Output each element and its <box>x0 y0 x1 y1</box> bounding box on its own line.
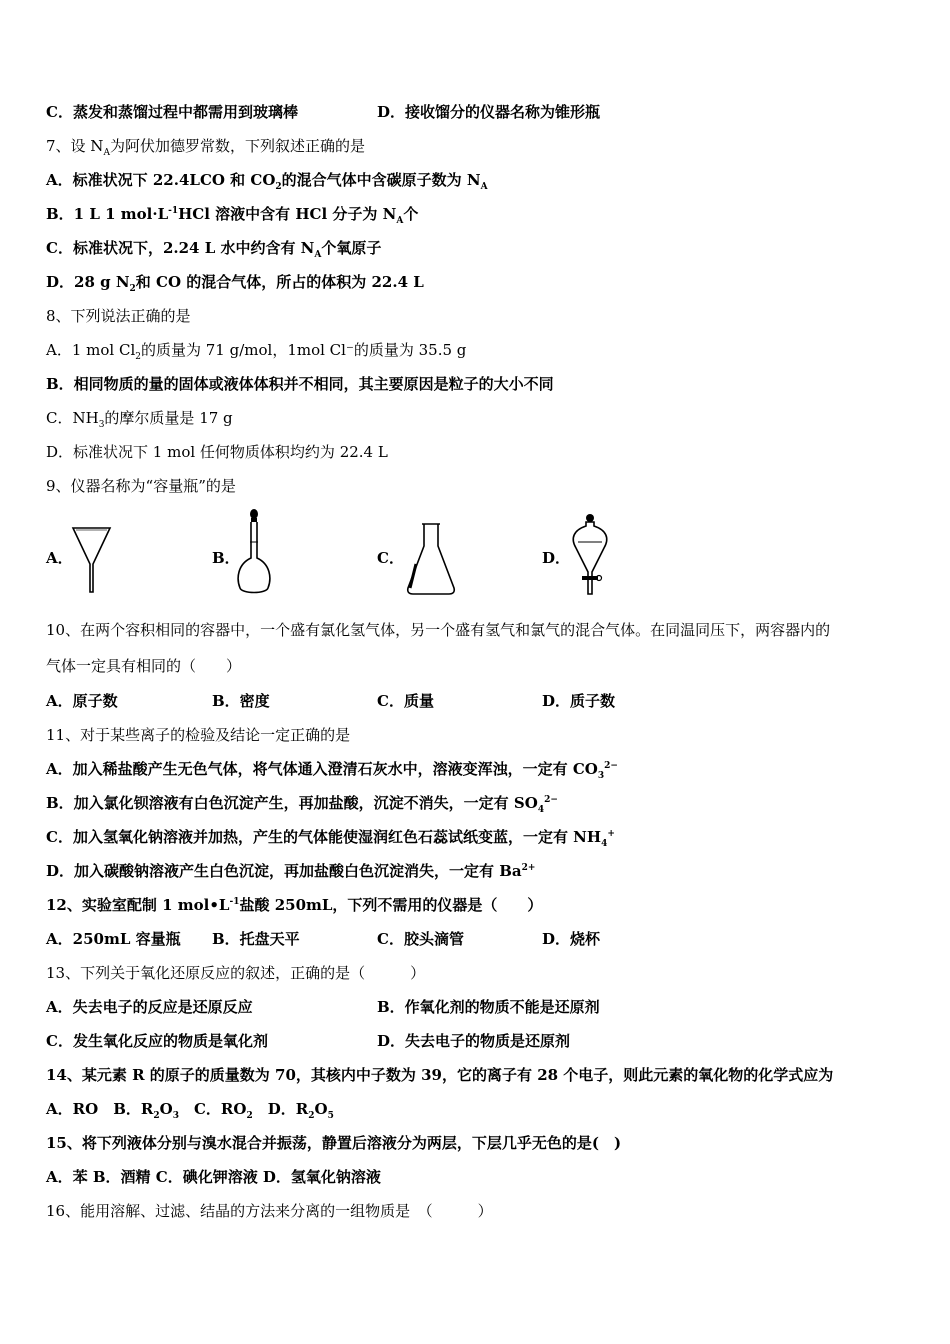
q9-label-d: D． <box>542 549 571 567</box>
q10-option-a: A．原子数 <box>46 692 118 710</box>
q10-option-d: D．质子数 <box>542 692 616 710</box>
q11-stem: 11、对于某些离子的检验及结论一定正确的是 <box>46 726 351 744</box>
q13-option-c: C．发生氧化反应的物质是氧化剂 <box>46 1032 268 1050</box>
q10-stem-line1: 10、在两个容积相同的容器中，一个盛有氯化氢气体，另一个盛有氢气和氯气的混合气体。在同温同压下，两容器内的 <box>46 621 831 639</box>
q10-stem-line2: 气体一定具有相同的（ ） <box>46 657 242 675</box>
funnel-image <box>72 524 114 596</box>
q12-option-b: B．托盘天平 <box>212 930 300 948</box>
q8-option-c: C．$NH_3$的摩尔质量是 17 g <box>46 409 233 430</box>
q12-option-d: D．烧杯 <box>542 930 601 948</box>
q9-label-c: C． <box>377 549 404 567</box>
q11-option-b: B．加入氯化钡溶液有白色沉淀产生，再加盐酸，沉淀不消失，一定有 $SO_4^{2-}$ <box>46 794 558 815</box>
q12-option-a: A．250mL 容量瓶 <box>46 930 181 948</box>
q14-stem: 14、某元素 R 的原子的质量数为 70，其核内中子数为 39，它的离子有 28 个电子，则此元素的氧化物的化学式应为 <box>46 1066 834 1084</box>
q7-option-d: D．28 g $N_2$和 CO 的混合气体，所占的体积为 22.4 L <box>46 273 424 294</box>
q9-label-b: B． <box>212 549 240 567</box>
q9-label-a: A． <box>46 549 73 567</box>
q7-option-b: B．1 L 1 $mol\cdot L^{-1}HCl$ 溶液中含有 HCl 分子为 $N_A$个 <box>46 205 419 226</box>
q6-option-c: C．蒸发和蒸馏过程中都需用到玻璃棒 <box>46 103 298 121</box>
q12-stem: 12、实验室配制 1 $mol•L^{-1}$盐酸 250mL，下列不需用的仪器是（ ） <box>46 896 543 914</box>
q8-option-b: B．相同物质的量的固体或液体体积并不相同，其主要原因是粒子的大小不同 <box>46 375 554 393</box>
q13-option-b: B．作氧化剂的物质不能是还原剂 <box>377 998 600 1016</box>
q8-option-a: A．1 mol $Cl_2$的质量为 71 g/mol，1mol Cl⁻的质量为 35.5 g <box>46 341 467 362</box>
q7-option-a: A．标准状况下 22.4LCO 和 $CO_2$的混合气体中含碳原子数为 $N_A$ <box>46 171 488 192</box>
erlenmeyer-flask-image <box>404 520 458 596</box>
q10-option-b: B．密度 <box>212 692 270 710</box>
q8-stem: 8、下列说法正确的是 <box>46 307 191 325</box>
volumetric-flask-image <box>234 508 276 598</box>
q13-stem: 13、下列关于氧化还原反应的叙述，正确的是（ ） <box>46 964 426 982</box>
q13-option-d: D．失去电子的物质是还原剂 <box>377 1032 571 1050</box>
q6-option-d: D．接收馏分的仪器名称为锥形瓶 <box>377 103 601 121</box>
q10-option-c: C．质量 <box>377 692 434 710</box>
q11-option-a: A．加入稀盐酸产生无色气体，将气体通入澄清石灰水中，溶液变浑浊，一定有 $CO_3^{2-}$ <box>46 760 618 781</box>
q11-option-d: D．加入碳酸钠溶液产生白色沉淀，再加盐酸白色沉淀消失，一定有 $Ba^{2+}$ <box>46 862 536 880</box>
q11-option-c: C．加入氢氧化钠溶液并加热，产生的气体能使湿润红色石蕊试纸变蓝，一定有 $NH_4^+$ <box>46 828 615 849</box>
q16-stem: 16、能用溶解、过滤、结晶的方法来分离的一组物质是 （ ） <box>46 1202 493 1220</box>
q14-options: A．RO B．$R_2O_3$ C．$RO_2$ D．$R_2O_5$ <box>46 1100 334 1121</box>
q7-option-c: C．标准状况下，2.24 L 水中约含有 $N_A$个氧原子 <box>46 239 382 260</box>
q13-option-a: A．失去电子的反应是还原反应 <box>46 998 253 1016</box>
q9-stem: 9、仪器名称为“容量瓶”的是 <box>46 477 236 495</box>
separatory-funnel-image <box>570 512 614 598</box>
q12-option-c: C．胶头滴管 <box>377 930 464 948</box>
q15-options: A．苯 B．酒精 C．碘化钾溶液 D．氢氧化钠溶液 <box>46 1168 381 1186</box>
q15-stem: 15、将下列液体分别与溴水混合并振荡，静置后溶液分为两层，下层几乎无色的是( ) <box>46 1134 622 1152</box>
q7-stem: 7、设 $N_A$为阿伏加德罗常数，下列叙述正确的是 <box>46 137 365 158</box>
q8-option-d: D．标准状况下 1 mol 任何物质体积均约为 22.4 L <box>46 443 388 461</box>
